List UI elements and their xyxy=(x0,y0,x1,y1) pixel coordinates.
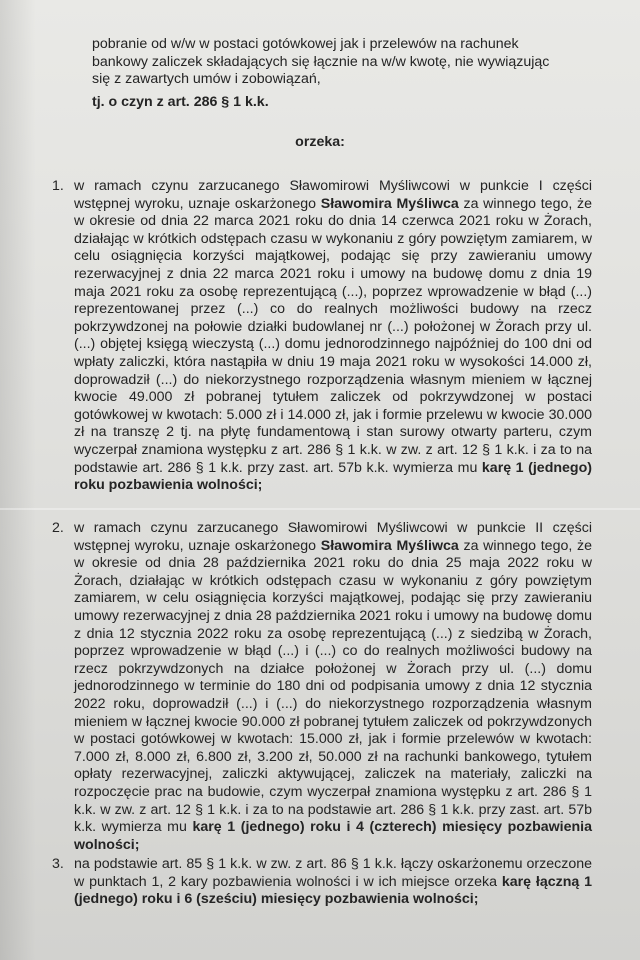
intro-line-3: się z zawartych umów i zobowiązań, xyxy=(92,71,321,88)
penalty-text: karę 1 (jednego) roku pozbawienia wolności; xyxy=(74,459,592,494)
paper-fold xyxy=(0,508,640,510)
point-number: 1. xyxy=(52,178,64,194)
verdict-point-1 xyxy=(52,178,592,495)
penalty-text: karę łączną 1 (jednego) roku i 6 (sześciu) miesięcy pozbawienia wolności; xyxy=(74,873,592,908)
point-body xyxy=(52,856,592,909)
point-number: 3. xyxy=(52,856,64,872)
point-number: 2. xyxy=(52,520,64,536)
point-intro: w ramach czynu zarzucanego Sławomirowi Myśliwcowi w punkcie I części wstępnej wyroku, uznaje oskarżonego xyxy=(74,178,592,212)
point-intro: w ramach czynu zarzucanego Sławomirowi Myśliwcowi w punkcie II części wstępnej wyroku, uznaje oskarżonego xyxy=(74,520,592,554)
point-body xyxy=(52,520,592,854)
verdict-point-3 xyxy=(52,856,592,909)
point-body xyxy=(52,178,592,495)
defendant-name: Sławomira Myśliwca xyxy=(320,537,459,554)
charge-line: tj. o czyn z art. 286 § 1 k.k. xyxy=(92,94,269,110)
intro-paragraph xyxy=(92,36,592,89)
intro-line-1: pobranie od w/w w postaci gotówkowej jak i przelewów na rachunek xyxy=(92,36,519,52)
point-text: na podstawie art. 85 § 1 k.k. w zw. z art. 86 § 1 k.k. łączy oskarżonemu orzeczone w punktach 1, 2 kary pozbawienia wolności i w ich miejsce orzeka xyxy=(74,856,592,890)
verdict-point-2 xyxy=(52,520,592,854)
verdict-heading: orzeka: xyxy=(295,134,345,150)
penalty-text: karę 1 (jednego) roku i 4 (czterech) miesięcy pozbawienia wolności; xyxy=(74,819,592,853)
defendant-name: Sławomira Myśliwca xyxy=(320,195,459,212)
point-text: za winnego tego, że w okresie od dnia 28 października 2021 roku do dnia 25 maja 2022 roku w Żorach, działając w krótkich odstępach czasu w wykonaniu z góry powziętym zamiarem, w celu osiągnięcia korzyści majątkowej, podając się przy zawieraniu umowy rezerwacyjnej z dnia 28 października 2021 roku i umowy na budowę domu z dnia 12 stycznia 2022 roku za osobę reprezentującą (...) z siedzibą w Żorach, poprzez wprowadzenie w błąd (...) i (...) co do realnych możliwości budowy na rzecz pokrzywdzonych na działce położonej w Żorach przy ul. (...) domu jednorodzinnego w terminie do 180 dni od podpisania umowy z dnia 12 stycznia 2022 roku, doprowadził (...) i (...) do niekorzystnego rozporządzenia własnym mieniem w łącznej kwocie 90.000 zł pobranej tytułem zaliczek od pokrzywdzonych w postaci gotówkowej w kwotach: 15.000 zł, jak i formie przelewów w kwotach: 7.000 zł, 8.000 zł, 6.800 zł, 3.200 zł, 50.000 zł na rachunki bankowego, tytułem opłaty rezerwacyjnej, zaliczki aktywującej, zaliczek na materiały, zaliczki na rozpoczęcie prac na budowie, czym wyczerpał znamiona występku z art. 286 § 1 k.k. w zw. z art. 12 § 1 k.k. i za to na podstawie art. 286 § 1 k.k. przy zast. art. 57b k.k. wymierza mu xyxy=(74,537,592,836)
intro-line-2: bankowy zaliczek składających się łącznie na w/w kwotę, nie wywiązując xyxy=(92,53,550,70)
point-text: za winnego tego, że w okresie od dnia 22 marca 2021 roku do dnia 14 czerwca 2021 roku w Żorach, działając w krótkich odstępach czasu w wykonaniu z góry powziętym zamiarem, w celu osiągnięcia korzyści majątkowej, podając się przy zawieraniu umowy rezerwacyjnej z dnia 22 marca 2021 roku i umowy na budowę domu z dnia 19 maja 2021 roku za osobę reprezentującą (...), poprzez wprowadzenie w błąd (...) reprezentowanej przez (...) co do realnych możliwości budowy na rzecz pokrzywdzonej na połowie działki budowlanej nr (...) położonej w Żorach przy ul. (...) objętej księgą wieczystą (...) domu jednorodzinnego najpóźniej do 100 dni od wpłaty zaliczki, która nastąpiła w dniu 19 maja 2021 roku w wysokości 14.000 zł, doprowadził (...) do niekorzystnego rozporządzenia własnym mieniem w łącznej kwocie 49.000 zł pobranej tytułem zaliczek od pokrzywdzonej w postaci gotówkowej w kwotach: 5.000 zł i 14.000 zł, jak i formie przelewu w kwocie 30.000 zł na transzę 2 tj. na płytę fundamentową i stan surowy otwarty parteru, czym wyczerpał znamiona występku z art. 286 § 1 k.k. w zw. z art. 12 § 1 k.k. i za to na podstawie art. 286 § 1 k.k. przy zast. art. 57b k.k. wymierza mu xyxy=(74,195,592,476)
